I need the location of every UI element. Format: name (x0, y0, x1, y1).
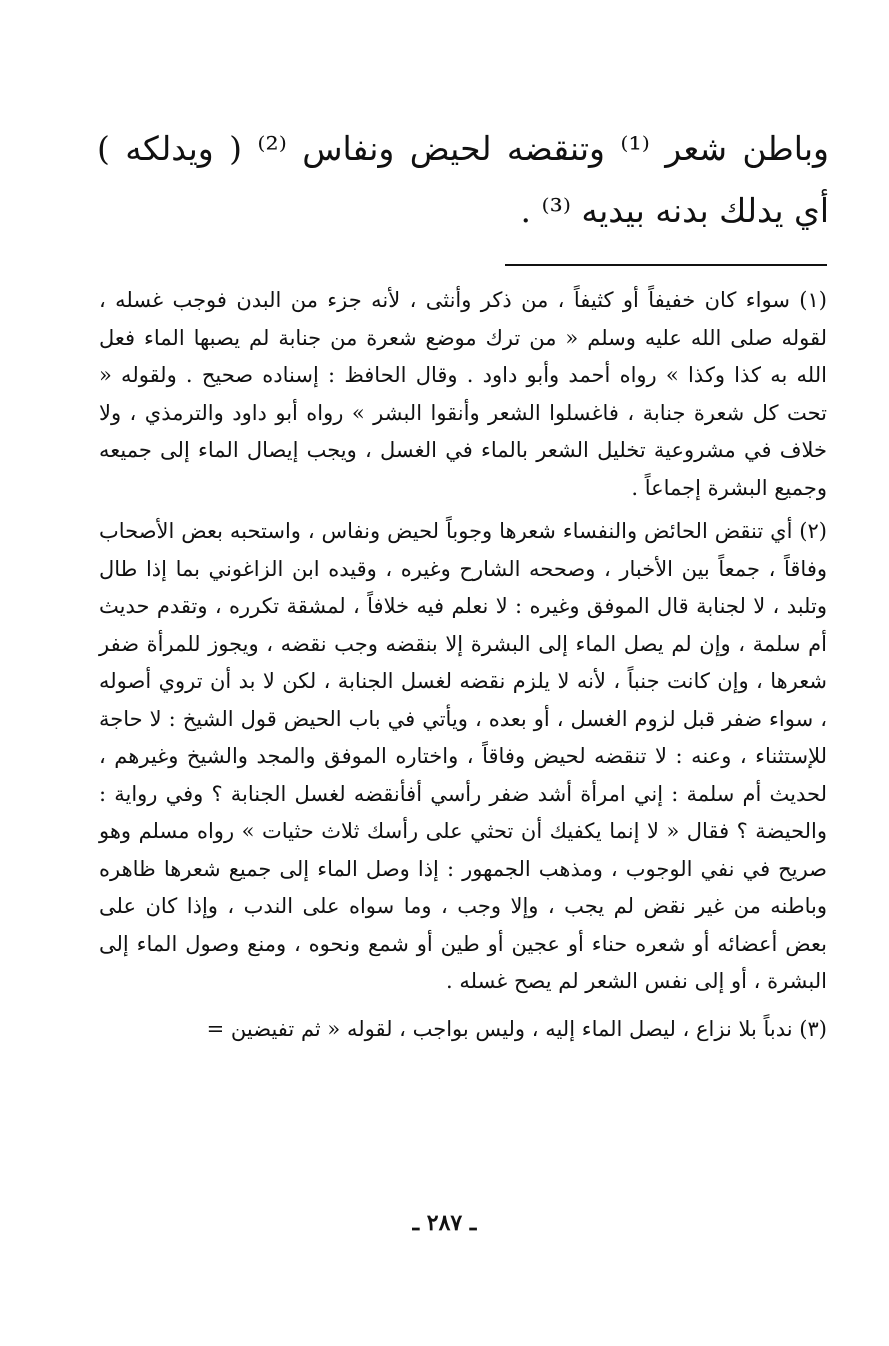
footnote-2: (٢) أي تنقض الحائض والنفساء شعرها وجوباً لحيض ونفاس ، واستحبه بعض الأصحاب وفاقاً ، جمعاً بين الأخبار ، وصححه الشارح وغيره ، وقيده ابن الزاغوني بما إذا طال وتلبد ، لا لجنابة قال الموفق وغيره : لا نعلم فيه خلافاً ، لمشقة تكرره ، وتقدم حديث أم سلمة ، وإن لم يصل الماء إلى البشرة إلا بنقضه وجب نقضه ، ويجوز للمرأة ضفر شعرها ، وإن كانت جنباً ، لأنه لا يلزم نقضه لغسل الجنابة ، لكن لا بد أن تروي أصوله ، سواء ضفر قبل لزوم الغسل ، أو بعده ، ويأتي في باب الحيض قول الشيخ : لا حاجة للإستثناء ، وعنه : لا تنقضه لحيض وفاقاً ، واختاره الموفق والمجد والشيخ وغيرهم ، لحديث أم سلمة : إني امرأة أشد ضفر رأسي أفأنقضه لغسل الجنابة ؟ وفي رواية : والحيضة ؟ فقال « لا إنما يكفيك أن تحثي على رأسك ثلاث حثيات » رواه مسلم وهو صريح في نفي الوجوب ، ومذهب الجمهور : إذا وصل الماء إلى جميع شعرها ظاهره وباطنه من غير نقض لم يجب ، وإلا وجب ، وما سواه على الندب ، وإذا كان على بعض أعضائه أو شعره حناء أو عجين أو طين أو شمع ونحوه ، ومنع وصول الماء إلى البشرة ، أو إلى نفس الشعر لم يصح غسله . (99, 519, 828, 993)
page-number: ـ ٢٨٧ ـ (412, 1210, 477, 1236)
footnote-separator (505, 264, 827, 266)
footnote-3: (٣) ندباً بلا نزاع ، ليصل الماء إليه ، وليس بواجب ، لقوله « ثم تفيضين = (206, 1016, 827, 1041)
footnotes (99, 282, 827, 1048)
main-text: وباطن شعر ⁽¹⁾ وتنقضه لحيض ونفاس ⁽²⁾ ( ويدلكه ) أي يدلك بدنه بيديه ⁽³⁾ . (97, 129, 829, 230)
footnote-1: (١) سواء كان خفيفاً أو كثيفاً ، من ذكر وأنثى ، لأنه جزء من البدن فوجب غسله ، لقوله صلى الله عليه وسلم « من ترك موضع شعرة من جنابة لم يصبها الماء فعل الله به كذا وكذا » رواه أحمد وأبو داود . وقال الحافظ : إسناده صحيح . ولقوله « تحت كل شعرة جنابة ، فاغسلوا الشعر وأنقوا البشر » رواه أبو داود والترمذي ، ولا خلاف في مشروعية تخليل الشعر بالماء في الغسل ، ويجب إيصال الماء إلى جميعه وجميع البشرة إجماعاً . (99, 288, 828, 500)
